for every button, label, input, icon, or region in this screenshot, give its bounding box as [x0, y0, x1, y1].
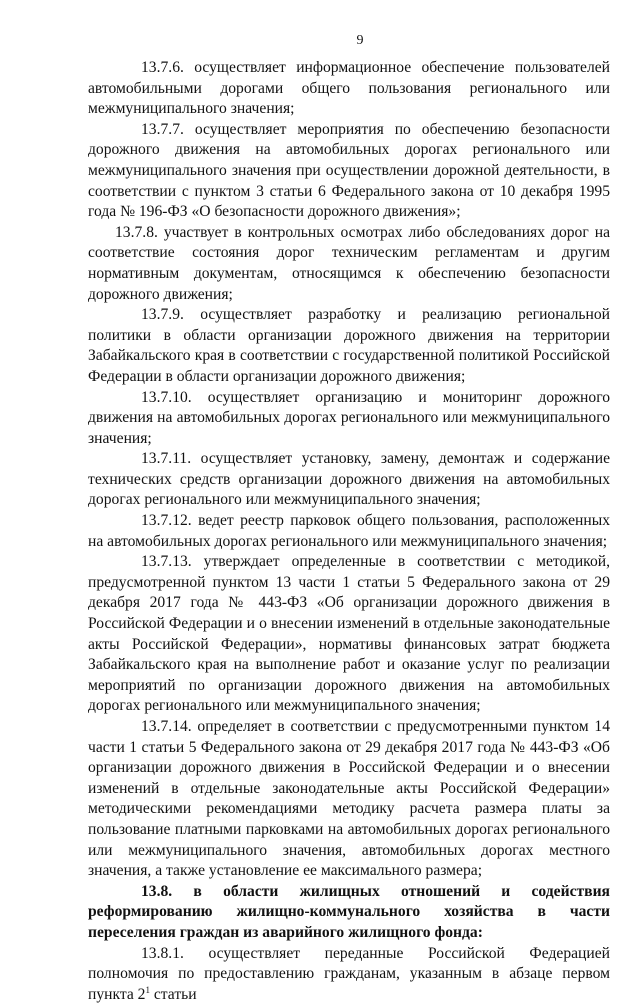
- document-body: [88, 58, 610, 1005]
- paragraph-13-7-8: 13.7.8. участвует в контрольных осмотрах либо обследованиях дорог на соответствие состояния дорог техническим регламентам и другим нормативным документам, относящимся к обеспечению безопасности дорожного движения;: [88, 223, 610, 303]
- section-heading-13-8: 13.8. в области жилищных отношений и содействия реформированию жилищно-коммунального хозяйства в части переселения граждан из аварийного жилищного фонда:: [88, 882, 610, 941]
- paragraph-13-8-1: [88, 944, 610, 1005]
- page-number: 9: [356, 33, 364, 48]
- superscript-mark: 1: [145, 984, 150, 995]
- paragraph-13-8-1-text-after: статьи: [149, 985, 197, 1003]
- paragraph-13-7-11: 13.7.11. осуществляет установку, замену, демонтаж и содержание технических средств организации дорожного движения на автомобильных дорогах регионального или межмуниципального значения;: [88, 450, 610, 509]
- paragraph-13-7-12: 13.7.12. ведет реестр парковок общего пользования, расположенных на автомобильных дорогах регионального или межмуниципального значения;: [88, 512, 610, 550]
- paragraph-13-7-10: 13.7.10. осуществляет организацию и мониторинг дорожного движения на автомобильных дорогах регионального или межмуниципального значения;: [88, 388, 610, 447]
- paragraph-13-7-13: 13.7.13. утверждает определенные в соответствии с методикой, предусмотренной пунктом 13 части 1 статьи 5 Федерального закона от 29 декабря 2017 года № 443-ФЗ «Об организации дорожного движения в Российской Федерации и о внесении изменений в отдельные законодательные акты Российской Федерации», нормативы финансовых затрат бюджета Забайкальского края на выполнение работ и оказание услуг по реализации мероприятий по организации дорожного движения на автомобильных дорогах регионального или межмуниципального значения;: [88, 553, 610, 715]
- paragraph-13-7-9: 13.7.9. осуществляет разработку и реализацию региональной политики в области организации дорожного движения на территории Забайкальского края в соответствии с государственной политикой Российской Федерации в области организации дорожного движения;: [88, 306, 610, 385]
- paragraph-13-7-6: 13.7.6. осуществляет информационное обеспечение пользователей автомобильными дорогами общего пользования регионального или межмуниципального значения;: [88, 59, 610, 118]
- paragraph-13-7-14: 13.7.14. определяет в соответствии с предусмотренными пунктом 14 части 1 статьи 5 Федерального закона от 29 декабря 2017 года № 443-ФЗ «Об организации дорожного движения в Российской Федерации и о внесении изменений в отдельные законодательные акты Российской Федерации» методическими рекомендациями методику расчета размера платы за пользование платными парковками на автомобильных дорогах регионального или межмуниципального значения, автомобильных дорогах местного значения, а также установление ее максимального размера;: [88, 718, 610, 880]
- paragraph-13-8-1-text: 13.8.1. осуществляет переданные Российской Федерацией полномочия по предоставлению гражданам, указанным в абзаце первом пункта 2: [88, 944, 610, 1003]
- paragraph-13-7-7: 13.7.7. осуществляет мероприятия по обеспечению безопасности дорожного движения на автомобильных дорогах регионального или межмуниципального значения при осуществлении дорожной деятельности, в соответствии с пунктом 3 статьи 6 Федерального закона от 10 декабря 1995 года № 196-ФЗ «О безопасности дорожного движения»;: [88, 120, 610, 221]
